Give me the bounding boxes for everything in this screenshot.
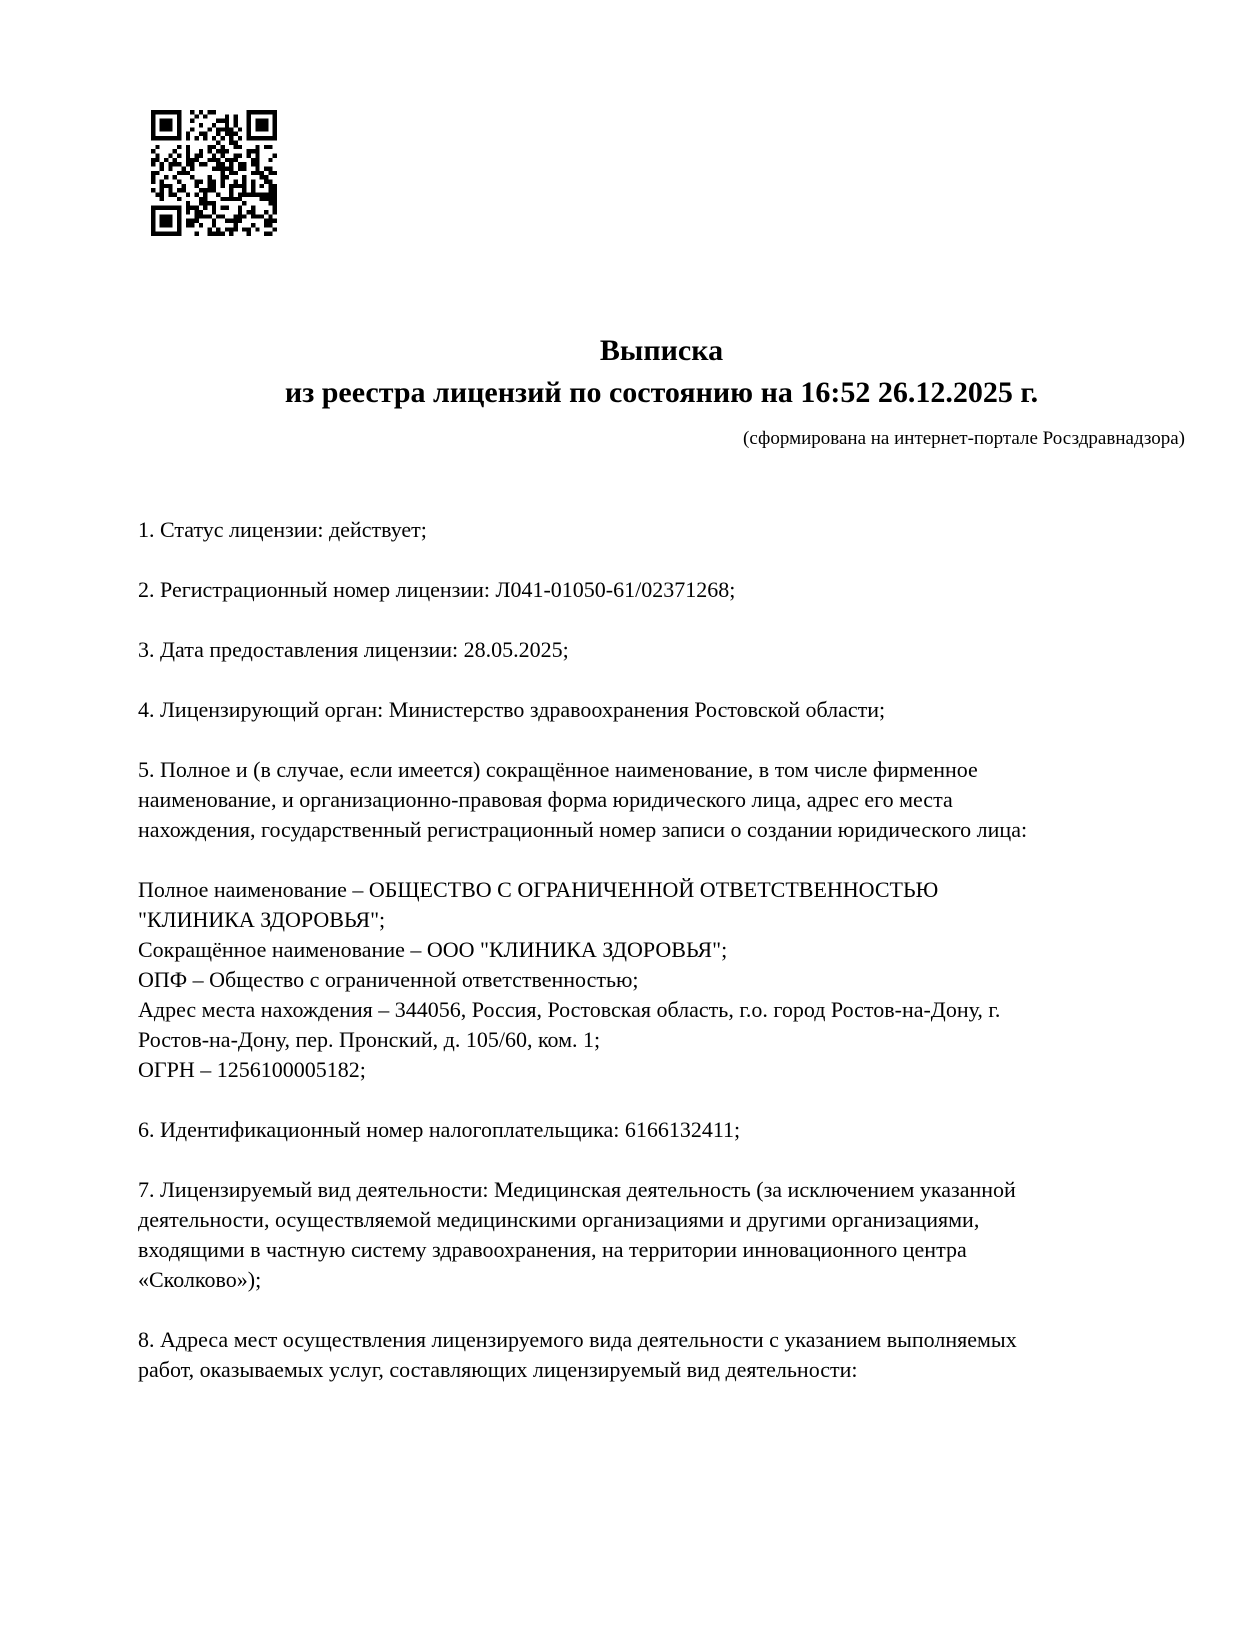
paragraph: 2. Регистрационный номер лицензии: Л041-01050-61/02371268;	[138, 577, 736, 602]
paragraph: 7. Лицензируемый вид деятельности: Медицинская деятельность (за исключением указанной деятельности, осуществляемой медицинскими организациями и другими организациями, входящими в частную систему здравоохранения, на территории инновационного центра «Сколково»);	[138, 1177, 1016, 1292]
paragraph: 4. Лицензирующий орган: Министерство здравоохранения Ростовской области;	[138, 697, 886, 722]
paragraph: 1. Статус лицензии: действует;	[138, 517, 427, 542]
qr-code	[151, 110, 277, 236]
document-title	[138, 330, 1185, 414]
qr-code-image	[151, 110, 277, 236]
title-line-1: Выписка	[599, 334, 724, 367]
paragraph: 5. Полное и (в случае, если имеется) сокращённое наименование, в том числе фирменное наименование, и организационно-правовая форма юридического лица, адрес его места нахождения, государственный регистрационный номер записи о создании юридического лица:	[138, 757, 1028, 842]
document-subtitle: (сформирована на интернет-портале Росздравнадзора)	[743, 428, 1185, 449]
paragraph: 6. Идентификационный номер налогоплательщика: 6166132411;	[138, 1117, 741, 1142]
paragraph: Полное наименование – ОБЩЕСТВО С ОГРАНИЧЕННОЙ ОТВЕТСТВЕННОСТЬЮ "КЛИНИКА ЗДОРОВЬЯ"; Сокращённое наименование – ООО "КЛИНИКА ЗДОРОВЬЯ"; ОПФ – Общество с ограниченной ответственностью; Адрес места нахождения – 344056, Россия, Ростовская область, г.о. город Ростов-на-Дону, г. Ростов-на-Дону, пер. Пронский, д. 105/60, ком. 1; ОГРН – 1256100005182;	[138, 877, 1001, 1082]
title-line-2: из реестра лицензий по состоянию на 16:52 26.12.2025 г.	[284, 376, 1039, 409]
paragraph: 3. Дата предоставления лицензии: 28.05.2025;	[138, 637, 569, 662]
paragraph: 8. Адреса мест осуществления лицензируемого вида деятельности с указанием выполняемых работ, оказываемых услуг, составляющих лицензируемый вид деятельности:	[138, 1327, 1017, 1382]
document-body	[138, 515, 1185, 1385]
